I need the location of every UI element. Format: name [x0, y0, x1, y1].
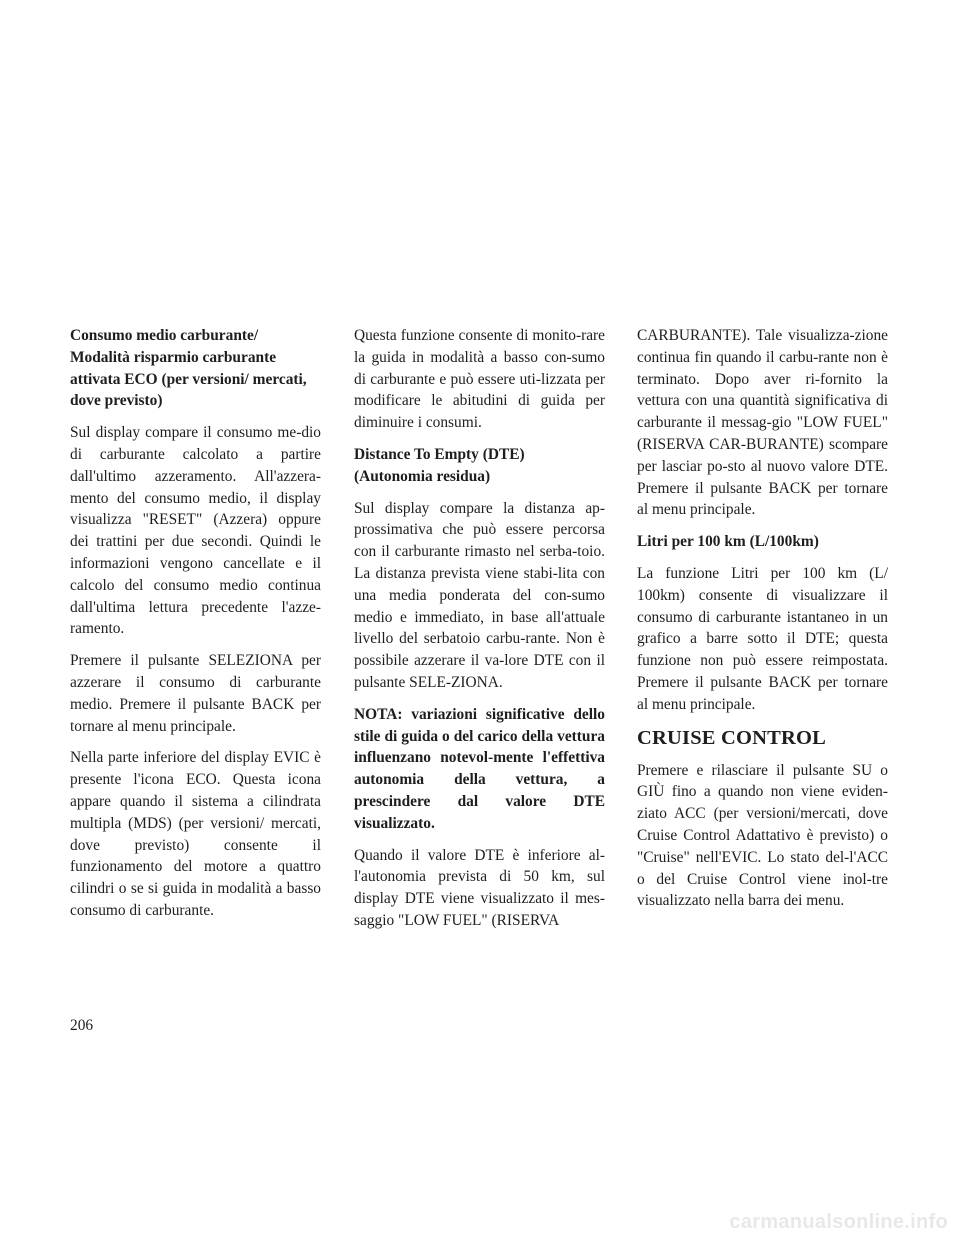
paragraph-litri: La funzione Litri per 100 km (L/ 100km) consente di visualizzare il consumo di carburante istantaneo in un grafico a barre sotto il DTE; questa funzione non può essere reimpostata. Premere il pulsante BACK per tornare al menu principale. [637, 564, 888, 713]
note-variazioni: NOTA: variazioni significative dello stile di guida o del carico della vettura influenzano notevol-mente l'effettiva autonomia della vettura, a prescindere dal valore DTE visualizzato. [354, 705, 605, 832]
paragraph-icona-eco: Nella parte inferiore del display EVIC è presente l'icona ECO. Questa icona appare quando il sistema a cilindrata multipla (MDS) (per versioni/ mercati, dove previsto) consente il funzionamento del motore a quattro cilindri o se si guida in modalità a basso consumo di carburante. [70, 749, 321, 919]
heading-litri: Litri per 100 km (L/100km) [637, 533, 819, 551]
paragraph-carburante: CARBURANTE). Tale visualizza-zione continua fin quando il carbu-rante non è terminato. Dopo aver ri-fornito la vettura con una quantità significativa di carburante il messag-gio "LOW FUEL" (RISERVA CAR-BURANTE) scompare per lasciar po-sto al nuovo valore DTE. Premere il pulsante BACK per tornare al menu principale. [637, 327, 888, 519]
column-right [637, 325, 888, 922]
watermark-logo: carmanualsonline.info [729, 1211, 948, 1233]
paragraph-monitoraggio: Questa funzione consente di monito-rare la guida in modalità a basso con-sumo di carburante e può essere uti-lizzata per modificare le abitudini di guida per diminuire i consumi. [354, 327, 605, 432]
column-left [70, 325, 321, 932]
section-title-cruise-control: CRUISE CONTROL [637, 726, 827, 749]
paragraph-cruise: Premere e rilasciare il pulsante SU o GIÙ fino a quando non viene eviden-ziato ACC (per versioni/mercati, dove Cruise Control Adattativo è previsto) o "Cruise" nell'EVIC. Lo stato del-l'ACC o del Cruise Control viene inol-tre visualizzato nella barra dei menu. [637, 761, 888, 910]
heading-dte: Distance To Empty (DTE) (Autonomia residua) [354, 445, 525, 485]
paragraph-consumo-display: Sul display compare il consumo me-dio di carburante calcolato a partire dall'ultimo azzeramento. All'azzera-mento del consumo medio, il display visualizza "RESET" (Azzera) oppure dei trattini per due secondi. Quindi le informazioni vengono cancellate e il calcolo del consumo medio continua dall'ultima lettura precedente l'azze-ramento. [70, 424, 321, 638]
column-middle [354, 325, 605, 942]
paragraph-low-fuel: Quando il valore DTE è inferiore al-l'autonomia prevista di 50 km, sul display DTE viene visualizzato il mes-saggio "LOW FUEL" (RISERVA [354, 846, 605, 929]
heading-consumo-medio: Consumo medio carburante/ Modalità risparmio carburante attivata ECO (per versioni/ mercati, dove previsto) [70, 327, 307, 410]
page-number: 206 [70, 1017, 94, 1034]
paragraph-distanza: Sul display compare la distanza ap-prossimativa che può essere percorsa con il carburante rimasto nel serba-toio. La distanza prevista viene stabi-lita con una media ponderata del con-sumo medio e immediato, in base all'attuale livello del serbatoio carbu-rante. Non è possibile azzerare il va-lore DTE con il pulsante SELE-ZIONA. [354, 499, 605, 691]
paragraph-seleziona: Premere il pulsante SELEZIONA per azzerare il consumo di carburante medio. Premere il pulsante BACK per tornare al menu principale. [70, 652, 321, 735]
